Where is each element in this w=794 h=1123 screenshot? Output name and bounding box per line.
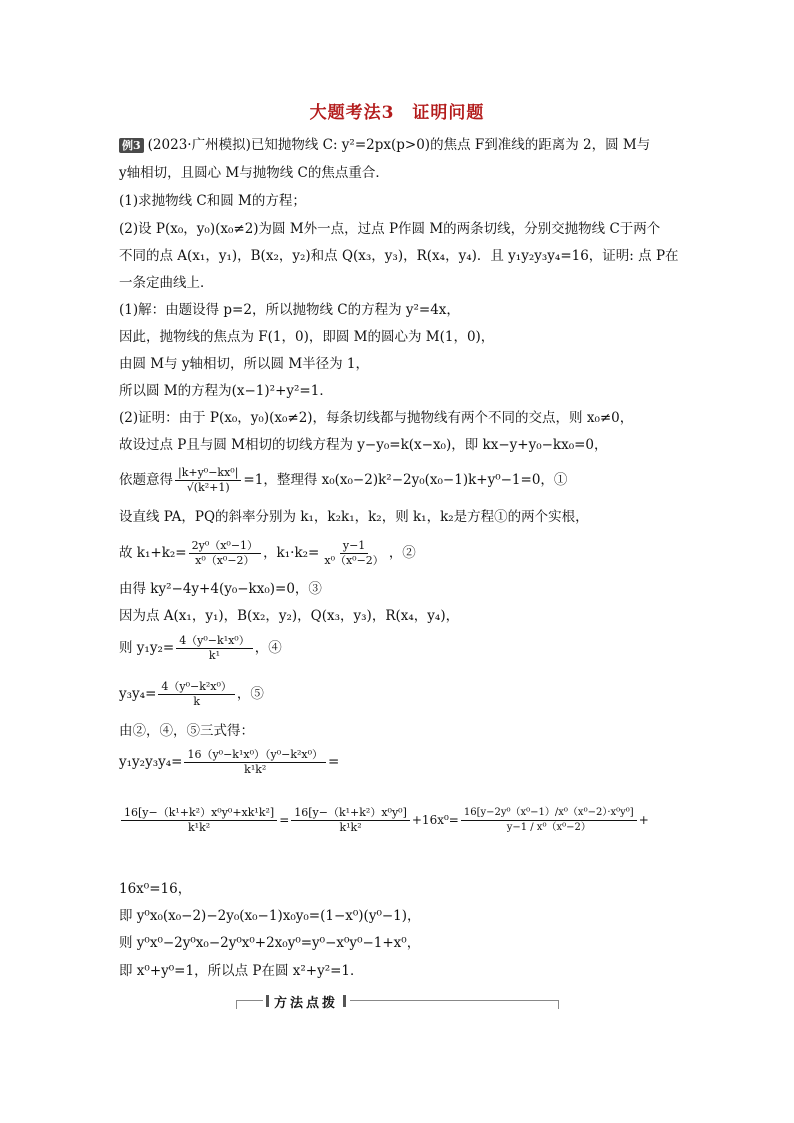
equation-5: y₃y₄= $\frac{\text{4（y⁰−k²x⁰）}}{k}$ ，⑤ bbox=[119, 680, 264, 708]
problem-line-1: 例3 (2023·广州模拟)已知抛物线 C: y²=2px(p>0)的焦点 F到准线的距离为 2，圆 M与 bbox=[119, 136, 650, 154]
fraction: $\frac{y-1}{\text{x⁰（x⁰−2）}}$ bbox=[324, 539, 384, 567]
tail-line-2: 即 y⁰x₀(x₀−2)−2y₀(x₀−1)x₀y₀=(1−x⁰)(y⁰−1)， bbox=[119, 908, 421, 924]
tail-line-1: 16x⁰=16， bbox=[119, 881, 192, 897]
fraction: $\frac{\text{16[y−（k¹+k²）x⁰y⁰+xk¹k²]}}{\text{k¹k²}}$ bbox=[121, 806, 277, 835]
slopes-line: 设直线 PA，PQ的斜率分别为 k₁，k₂k₁，k₂，则 k₁，k₂是方程①的两个实根， bbox=[119, 509, 589, 525]
solution-line-3: 由圆 M与 y轴相切，所以圆 M半径为 1， bbox=[119, 356, 370, 372]
solution-line-4: 所以圆 M的方程为(x−1)²+y²=1． bbox=[119, 383, 333, 399]
solution-line-5: (2)证明：由于 P(x₀，y₀)(x₀≠2)，每条切线都与抛物线有两个不同的交点，则 x₀≠0， bbox=[119, 410, 634, 426]
points-line: 因为点 A(x₁，y₁)，B(x₂，y₂)，Q(x₃，y₃)，R(x₄，y₄)， bbox=[119, 608, 460, 624]
problem-line-4: (2)设 P(x₀，y₀)(x₀≠2)为圆 M外一点，过点 P作圆 M的两条切线，分别交抛物线 C于两个 bbox=[119, 221, 661, 237]
problem-line-3: (1)求抛物线 C和圆 M的方程； bbox=[119, 193, 306, 209]
fraction: $\frac{\text{16[y−2y⁰（x⁰−1）/x⁰（x⁰−2）·x⁰y⁰]}}{\text{y−1 / x⁰（x⁰−2）}}$ bbox=[461, 806, 637, 835]
tail-line-4: 即 x⁰+y⁰=1，所以点 P在圆 x²+y²=1． bbox=[119, 963, 364, 979]
tail-line-3: 则 y⁰x⁰−2y⁰x₀−2y⁰x⁰+2x₀y⁰=y⁰−x⁰y⁰−1+x⁰， bbox=[119, 935, 421, 951]
long-equation: $\frac{\text{16[y−（k¹+k²）x⁰y⁰+xk¹k²]}}{\text{k¹k²}}$ = $\frac{\text{16[y−（k¹+k²）x⁰y⁰]}}{\text{k¹k²}}$ +16x⁰= $\frac{\text{16[y−2y⁰（x⁰−1）/x⁰（x⁰−2）·x⁰y⁰]}}{\text{y−1 / x⁰（x⁰−2）}}$ + bbox=[119, 806, 649, 835]
distance-equation: 依题意得 $\frac{\text{|k+y⁰−kx⁰|}}{\text{√(k²+1)}}$ =1，整理得 x₀(x₀−2)k²−2y₀(x₀−1)k+y⁰−1=0，① bbox=[119, 466, 568, 494]
example-badge: 例3 bbox=[119, 138, 144, 153]
fraction: $\frac{\text{|k+y⁰−kx⁰|}}{\text{√(k²+1)}}$ bbox=[175, 466, 241, 495]
fraction: $\frac{\text{2y⁰（x⁰−1）}}{\text{x⁰（x⁰−2）}}$ bbox=[189, 539, 261, 568]
method-rule-left bbox=[236, 1000, 263, 1009]
problem-line-2: y轴相切，且圆心 M与抛物线 C的焦点重合． bbox=[119, 165, 389, 181]
fraction: $\frac{\text{4（y⁰−k¹x⁰）}}{\text{k¹}}$ bbox=[176, 634, 253, 663]
product-equation: y₁y₂y₃y₄= $\frac{\text{16（y⁰−k¹x⁰）（y⁰−k²x⁰）}}{\text{k¹k²}}$ = bbox=[119, 748, 340, 776]
fraction: $\frac{\text{4（y⁰−k²x⁰）}}{k}$ bbox=[158, 680, 235, 709]
fraction: $\frac{\text{16（y⁰−k¹x⁰）（y⁰−k²x⁰）}}{\text{k¹k²}}$ bbox=[184, 748, 326, 777]
section-title: 大题考法3 证明问题 bbox=[309, 103, 485, 123]
three-equations-line: 由②，④，⑤三式得： bbox=[119, 723, 254, 739]
quadratic-line: 由得 ky²−4y+4(y₀−kx₀)=0，③ bbox=[119, 581, 322, 597]
method-label: 方法点拨 bbox=[262, 992, 350, 1011]
solution-line-1: (1)解：由题设得 p=2，所以抛物线 C的方程为 y²=4x， bbox=[119, 302, 460, 318]
fraction: $\frac{\text{16[y−（k¹+k²）x⁰y⁰]}}{\text{k¹k²}}$ bbox=[291, 806, 410, 835]
problem-line-5: 不同的点 A(x₁，y₁)，B(x₂，y₂)和点 Q(x₃，y₃)，R(x₄，y₄)．且 y₁y₂y₃y₄=16，证明: 点 P在 bbox=[119, 248, 679, 264]
method-rule-right bbox=[350, 1000, 559, 1009]
problem-line-6: 一条定曲线上． bbox=[119, 275, 214, 291]
equation-4: 则 y₁y₂= $\frac{\text{4（y⁰−k¹x⁰）}}{\text{k¹}}$ ，④ bbox=[119, 634, 282, 662]
solution-line-2: 因此，抛物线的焦点为 F(1，0)，即圆 M的圆心为 M(1，0)， bbox=[119, 329, 495, 345]
vieta-equation: 故 k₁+k₂= $\frac{\text{2y⁰（x⁰−1）}}{\text{x⁰（x⁰−2）}}$ ，k₁·k₂= $\frac{y-1}{\text{x⁰（x⁰−2）}}$ ，② bbox=[119, 539, 416, 567]
solution-line-6: 故设过点 P且与圆 M相切的切线方程为 y−y₀=k(x−x₀)，即 kx−y+y₀−kx₀=0， bbox=[119, 437, 608, 453]
